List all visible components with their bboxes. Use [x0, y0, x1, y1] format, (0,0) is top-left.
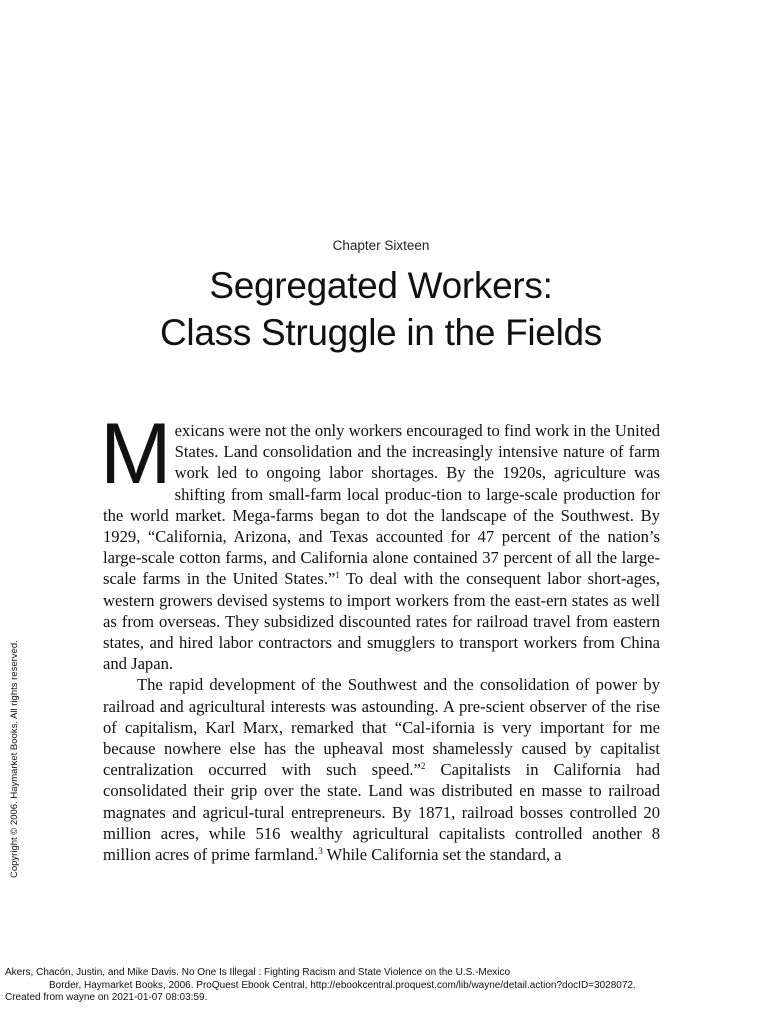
- chapter-title: [0, 262, 762, 356]
- citation-line-1: Akers, Chacón, Justin, and Mike Davis. No One Is Illegal : Fighting Racism and State Violence on the U.S.-Mexico: [5, 967, 511, 978]
- paragraph-2-text-a: The rapid development of the Southwest and the consolidation of power by railroad and agricultural interests was astounding. A pre-scient observer of the rise of capitalism, Karl Marx, remarked that “Cal-ifornia is very important for me because nowhere else has the upheaval most shamelessly caused by capitalist centralization occurred with such speed.”: [103, 675, 660, 780]
- citation-line-3: Created from wayne on 2021-01-07 08:03:59.: [5, 992, 208, 1003]
- footnote-ref-3: 3: [318, 846, 323, 857]
- citation-line-2: Border, Haymarket Books, 2006. ProQuest Ebook Central, http://ebookcentral.proquest.com/lib/wayne/detail.action?docID=3028072.: [49, 979, 636, 991]
- paragraph-2-text-b: Capitalists in California had consolidated their grip over the state. Land was distributed en masse to railroad magnates and agricul-tural entrepreneurs. By 1871, railroad bosses controlled 20 million acres, while 516 wealthy agricultural capitalists controlled another 8 million acres of prime farmland.: [103, 760, 660, 865]
- footnote-ref-2: 2: [420, 761, 426, 772]
- body-text: [100, 406, 661, 865]
- citation-footer: [5, 967, 763, 1005]
- paragraph-1: [100, 406, 661, 674]
- chapter-title-line-2: Class Struggle in the Fields: [160, 312, 602, 353]
- chapter-title-line-1: Segregated Workers:: [209, 265, 553, 306]
- footnote-ref-1: 1: [335, 570, 340, 581]
- paragraph-2-text-c: While California set the standard, a: [322, 845, 562, 865]
- chapter-label: Chapter Sixteen: [332, 238, 430, 253]
- copyright-notice: Copyright © 2006. Haymarket Books. All rights reserved.: [9, 640, 20, 878]
- drop-cap: M: [100, 406, 172, 502]
- paragraph-1-text-a: exicans were not the only workers encouraged to find work in the United States. Land consolidation and the increasingly intensive nature of farm work led to ongoing labor shortages. By the 1920s, agriculture was shifting from small-farm local produc-tion to large-scale production for the world market. Mega-farms began to dot the landscape of the Southwest. By 1929, “California, Arizona, and Texas accounted for 47 percent of the nation’s large-scale cotton farms, and California alone contained 37 percent of all the large-scale farms in the United States.”: [103, 421, 660, 589]
- paragraph-1-text-b: To deal with the consequent labor short-ages, western growers devised systems to import workers from the east-ern states as well as from overseas. They subsidized discounted rates for railroad travel from eastern states, and hired labor contractors and smugglers to transport workers from China and Japan.: [103, 569, 661, 674]
- paragraph-2: [103, 674, 660, 865]
